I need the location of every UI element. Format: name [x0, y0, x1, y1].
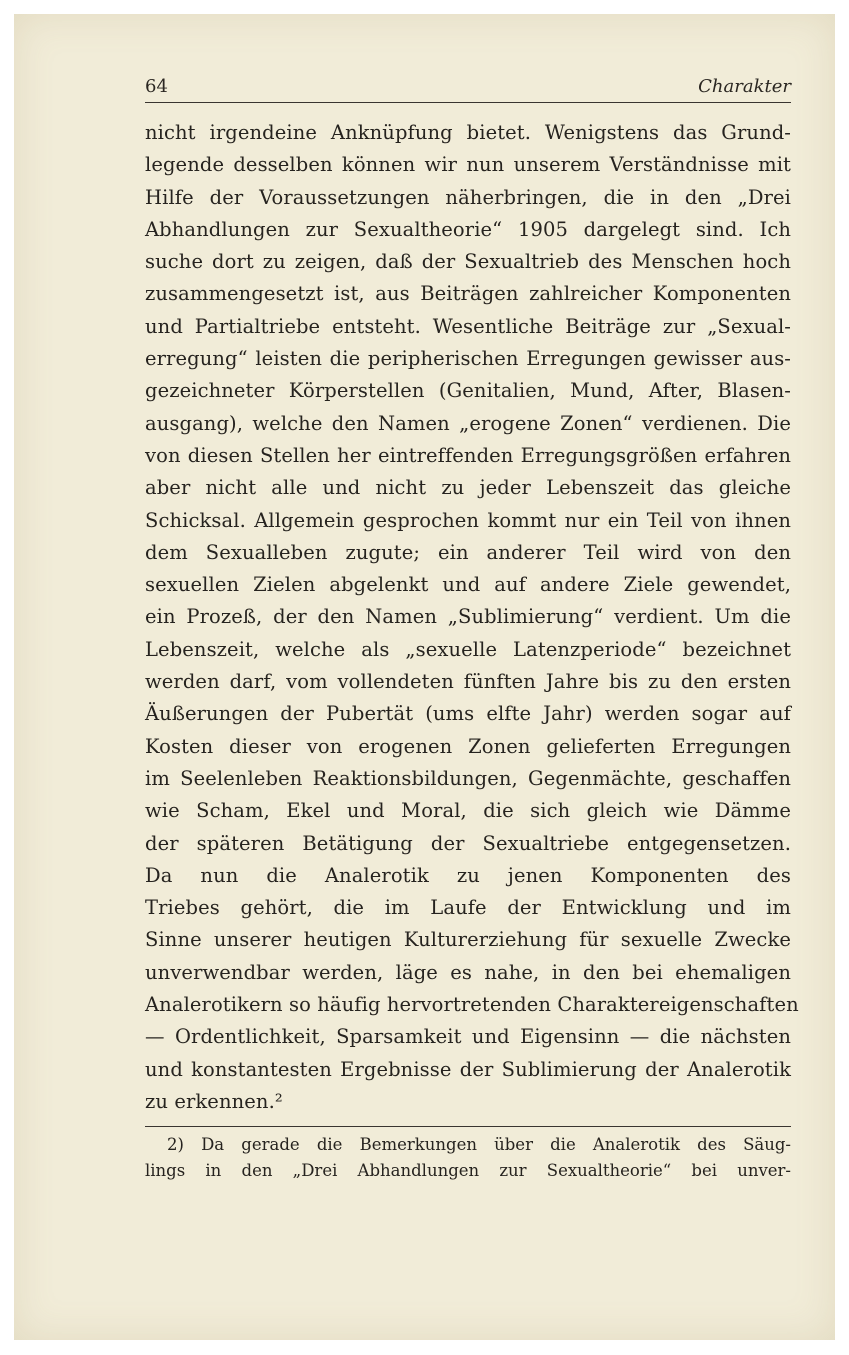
footnote-divider [145, 1126, 791, 1127]
text-line: — Ordentlichkeit, Sparsamkeit und Eigensinn — die nächsten [145, 1025, 791, 1049]
text-line: und Partialtriebe entsteht. Wesentliche Beiträge zur „Sexual- [145, 314, 791, 338]
text-line: Abhandlungen zur Sexualtheorie“ 1905 dargelegt sind. Ich [145, 217, 791, 241]
running-head: Charakter [698, 76, 791, 97]
text-line: Hilfe der Voraussetzungen näherbringen, die in den „Drei [145, 185, 791, 209]
text-line: legende desselben können wir nun unserem Verständnisse mit [145, 153, 791, 177]
text-line: wie Scham, Ekel und Moral, die sich gleich wie Dämme [145, 799, 791, 823]
page-number: 64 [145, 76, 168, 97]
text-line: dem Sexualleben zugute; ein anderer Teil wird von den [145, 540, 791, 564]
text-line: erregung“ leisten die peripherischen Erregungen gewisser aus- [145, 347, 791, 371]
text-line: Kosten dieser von erogenen Zonen gelieferten Erregungen [145, 734, 791, 758]
text-line: im Seelenleben Reaktionsbildungen, Gegenmächte, geschaffen [145, 766, 791, 790]
text-line: von diesen Stellen her eintreffenden Erregungsgrößen erfahren [145, 443, 791, 467]
body-text [145, 117, 799, 1118]
text-line: Triebes gehört, die im Laufe der Entwicklung und im [145, 896, 791, 920]
text-line: ausgang), welche den Namen „erogene Zonen“ verdienen. Die [145, 411, 791, 435]
footnote [145, 1132, 791, 1184]
text-line: gezeichneter Körperstellen (Genitalien, Mund, After, Blasen- [145, 379, 791, 403]
text-line: suche dort zu zeigen, daß der Sexualtrieb des Menschen hoch [145, 250, 791, 274]
text-line: zu erkennen.² [145, 1089, 283, 1113]
text-line: Äußerungen der Pubertät (ums elfte Jahr) werden sogar auf [145, 702, 791, 726]
text-line: Sinne unserer heutigen Kulturerziehung für sexuelle Zwecke [145, 928, 791, 952]
footnote-line: lings in den „Drei Abhandlungen zur Sexualtheorie“ bei unver- [145, 1161, 791, 1180]
text-line: ein Prozeß, der den Namen „Sublimierung“ verdient. Um die [145, 605, 791, 629]
page-header [145, 70, 791, 103]
text-line: aber nicht alle und nicht zu jeder Lebenszeit das gleiche [145, 476, 791, 500]
text-line: Schicksal. Allgemein gesprochen kommt nur ein Teil von ihnen [145, 508, 791, 532]
footnote-line: 2) Da gerade die Bemerkungen über die Analerotik des Säug- [167, 1135, 791, 1154]
text-line: zusammengesetzt ist, aus Beiträgen zahlreicher Komponenten [145, 282, 791, 306]
text-line: der späteren Betätigung der Sexualtriebe entgegensetzen. [145, 831, 791, 855]
text-line: nicht irgendeine Anknüpfung bietet. Wenigstens das Grund- [145, 121, 791, 144]
text-line: Analerotikern so häufig hervortretenden Charaktereigenschaften [145, 993, 799, 1017]
text-line: Lebenszeit, welche als „sexuelle Latenzperiode“ bezeichnet [145, 637, 791, 661]
text-line: Da nun die Analerotik zu jenen Komponenten des [145, 863, 791, 887]
text-line: werden darf, vom vollendeten fünften Jahre bis zu den ersten [145, 670, 791, 694]
text-line: und konstantesten Ergebnisse der Sublimierung der Analerotik [145, 1057, 791, 1081]
text-line: unverwendbar werden, läge es nahe, in den bei ehemaligen [145, 960, 791, 984]
text-line: sexuellen Zielen abgelenkt und auf andere Ziele gewendet, [145, 573, 791, 597]
